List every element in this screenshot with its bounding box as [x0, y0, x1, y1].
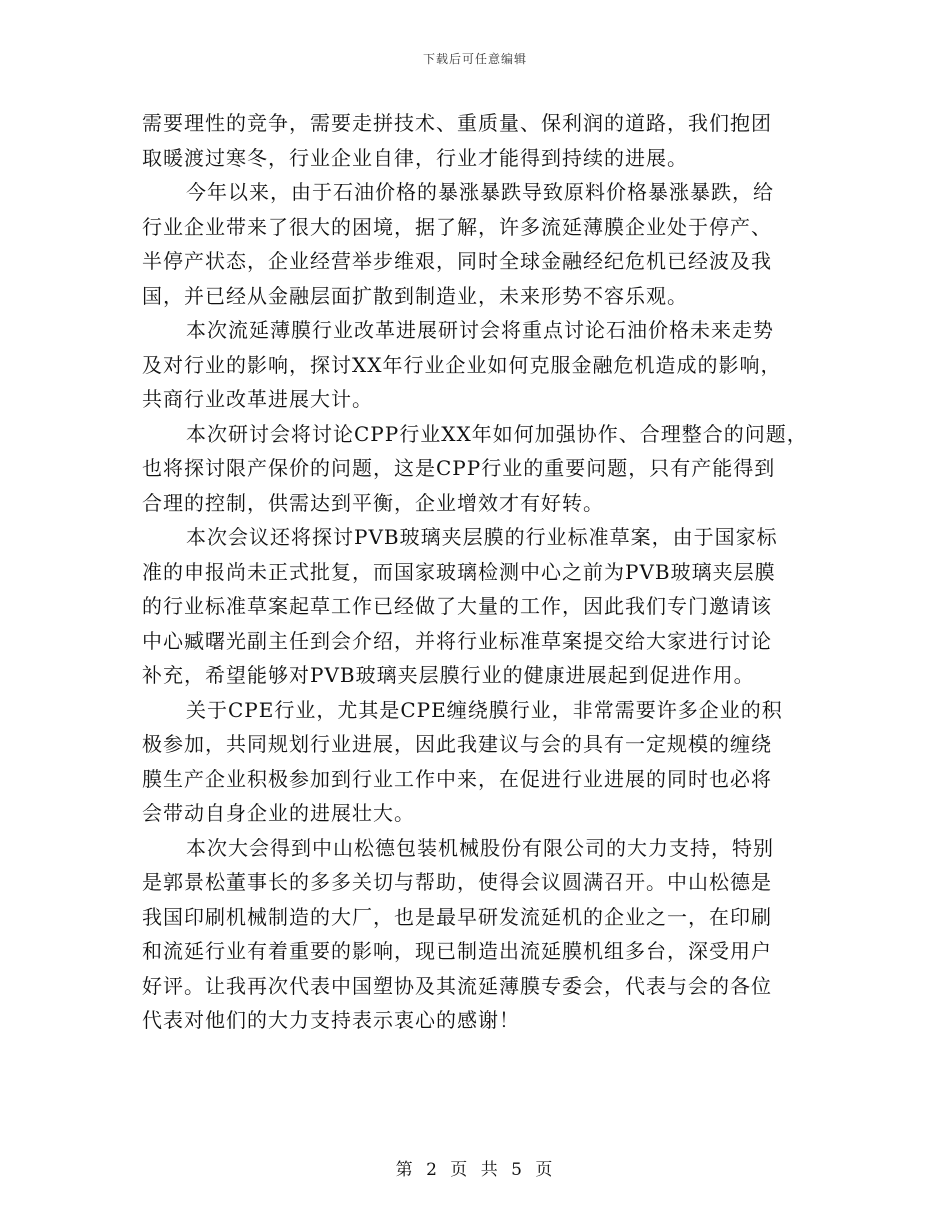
text-line: 需要理性的竞争，需要走拼技术、重质量、保利润的道路，我们抱团 — [142, 111, 772, 135]
text-line: 取暖渡过寒冬，行业企业自律，行业才能得到持续的进展。 — [142, 145, 688, 170]
page-footer: 第 2 页 共 5 页 — [395, 1160, 555, 1180]
paragraph — [142, 831, 812, 1038]
text-line: 今年以来，由于石油价格的暴涨暴跌导致原料价格暴涨暴跌，给 — [186, 180, 774, 204]
text-line: 是郭景松董事长的多多关切与帮助，使得会议圆满召开。中山松德是 — [142, 870, 772, 894]
paragraph — [142, 520, 812, 693]
page-header: 下载后可任意编辑 — [422, 52, 527, 66]
text-line: 我国印刷机械制造的大厂，也是最早研发流延机的企业之一，在印刷 — [142, 904, 772, 929]
text-line: 半停产状态，企业经营举步维艰，同时全球金融经纪危机已经波及我 — [142, 249, 772, 273]
text-line: 本次研讨会将讨论CPP行业XX年如何加强协作、合理整合的问题， — [186, 421, 808, 446]
text-line: 行业企业带来了很大的困境，据了解，许多流延薄膜企业处于停产、 — [142, 214, 772, 239]
text-line: 中心臧曙光副主任到会介绍，并将行业标准草案提交给大家进行讨论 — [142, 628, 772, 653]
paragraph — [142, 106, 812, 175]
paragraph — [142, 693, 812, 831]
text-line: 本次流延薄膜行业改革进展研讨会将重点讨论石油价格未来走势 — [186, 318, 774, 342]
text-line: 极参加，共同规划行业进展，因此我建议与会的具有一定规模的缠绕 — [142, 732, 772, 756]
text-line: 国，并已经从金融层面扩散到制造业，未来形势不容乐观。 — [142, 283, 688, 308]
text-line: 也将探讨限产保价的问题，这是CPP行业的重要问题，只有产能得到 — [142, 456, 776, 480]
paragraph — [142, 175, 812, 313]
text-line: 本次会议还将探讨PVB玻璃夹层膜的行业标准草案，由于国家标 — [186, 525, 778, 549]
text-line: 共商行业改革进展大计。 — [142, 387, 373, 411]
text-line: 及对行业的影响，探讨XX年行业企业如何克服金融危机造成的影响， — [142, 352, 782, 377]
text-line: 本次大会得到中山松德包装机械股份有限公司的大力支持，特别 — [186, 835, 774, 860]
text-line: 的行业标准草案起草工作已经做了大量的工作，因此我们专门邀请该 — [142, 594, 772, 618]
paragraph — [142, 313, 812, 417]
text-line: 膜生产企业积极参加到行业工作中来，在促进行业进展的同时也必将 — [142, 766, 772, 791]
paragraph — [142, 417, 812, 521]
document-body — [142, 106, 812, 1038]
text-line: 会带动自身企业的进展壮大。 — [142, 801, 415, 825]
text-line: 好评。让我再次代表中国塑协及其流延薄膜专委会，代表与会的各位 — [142, 973, 772, 998]
text-line: 准的申报尚未正式批复，而国家玻璃检测中心之前为PVB玻璃夹层膜 — [142, 559, 776, 584]
text-line: 关于CPE行业，尤其是CPE缠绕膜行业，非常需要许多企业的积 — [186, 697, 783, 722]
text-line: 合理的控制，供需达到平衡，企业增效才有好转。 — [142, 490, 604, 515]
text-line: 补充，希望能够对PVB玻璃夹层膜行业的健康进展起到促进作用。 — [142, 663, 755, 687]
text-line: 和流延行业有着重要的影响，现已制造出流延膜机组多台，深受用户 — [142, 939, 772, 963]
text-line: 代表对他们的大力支持表示衷心的感谢！ — [142, 1008, 520, 1032]
